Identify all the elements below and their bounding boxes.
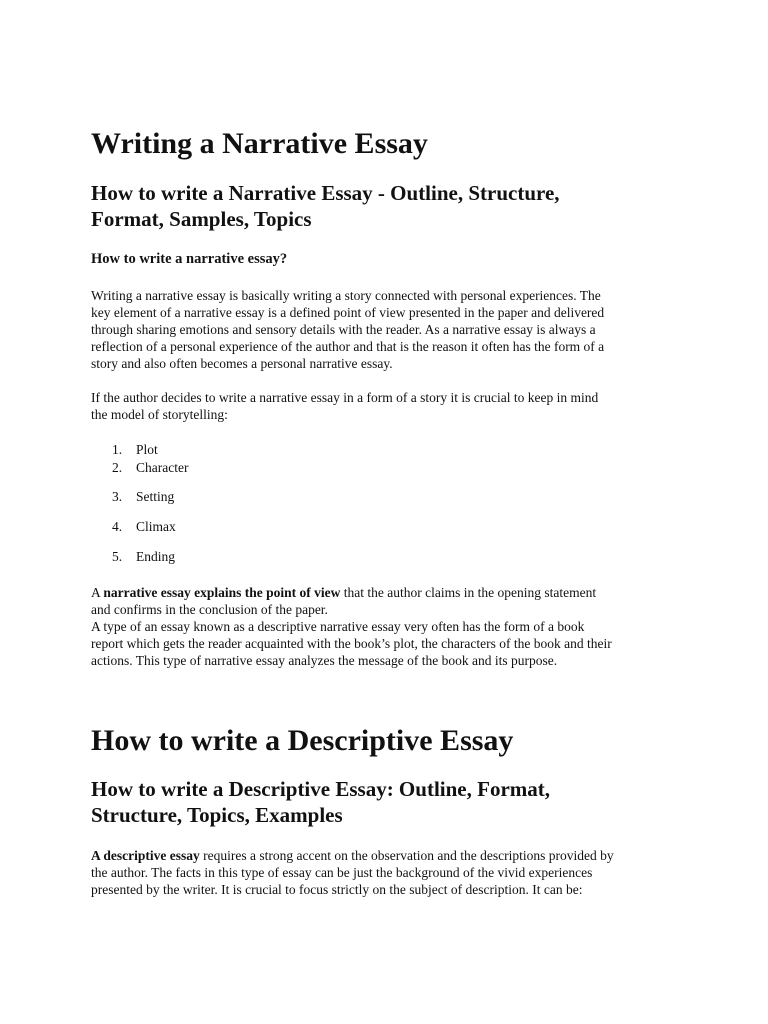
list-number: 3.: [112, 489, 123, 504]
paragraph-intro: [91, 287, 681, 372]
list-text: Ending: [136, 549, 175, 564]
text-line: through sharing emotions and sensory details with the reader. As a narrative essay is always a: [91, 322, 596, 337]
list-number: 2.: [112, 460, 123, 475]
text-line: presented by the writer. It is crucial to focus strictly on the subject of description. It can be:: [91, 882, 583, 897]
subtitle-line: Structure, Topics, Examples: [91, 803, 343, 827]
list-item: [112, 548, 175, 565]
list-text: Character: [136, 460, 189, 475]
list-number: 5.: [112, 549, 123, 564]
paragraph-storytelling: [91, 389, 681, 423]
question-heading: How to write a narrative essay?: [91, 251, 288, 267]
list-item: [112, 488, 174, 505]
text-line: [91, 847, 681, 864]
paragraph-point-of-view: [91, 584, 681, 669]
text-line: report which gets the reader acquainted with the book’s plot, the characters of the book and their: [91, 636, 612, 651]
list-text: Plot: [136, 442, 158, 457]
list-item: [112, 518, 176, 535]
text-plain: that the author claims in the opening statement: [340, 585, 597, 600]
text-line: key element of a narrative essay is a defined point of view presented in the paper and delivered: [91, 305, 605, 320]
list-number: 1.: [112, 442, 123, 457]
text-line: story and also often becomes a personal narrative essay.: [91, 356, 393, 371]
section-subtitle-descriptive: [91, 776, 550, 828]
text-line: [91, 584, 681, 601]
text-line: reflection of a personal experience of the author and that is the reason it often has the form of a: [91, 339, 605, 354]
subtitle-line: How to write a Narrative Essay - Outline, Structure,: [91, 181, 560, 205]
list-text: Climax: [136, 519, 176, 534]
section-subtitle-narrative: [91, 180, 560, 232]
text-line: A type of an essay known as a descriptive narrative essay very often has the form of a book: [91, 619, 585, 634]
list-text: Setting: [136, 489, 175, 504]
text-line: the model of storytelling:: [91, 407, 228, 422]
text-line: If the author decides to write a narrative essay in a form of a story it is crucial to keep in mind: [91, 390, 599, 405]
list-item: [112, 459, 188, 476]
list-number: 4.: [112, 519, 123, 534]
list-item: [112, 441, 158, 458]
text-line: actions. This type of narrative essay analyzes the message of the book and its purpose.: [91, 653, 558, 668]
bold-phrase: narrative essay explains the point of view: [103, 585, 341, 600]
subtitle-line: Format, Samples, Topics: [91, 207, 312, 231]
text-line: and confirms in the conclusion of the paper.: [91, 602, 328, 617]
text-plain: A: [91, 585, 104, 600]
section-title-descriptive: How to write a Descriptive Essay: [91, 724, 514, 757]
paragraph-descriptive: [91, 847, 681, 898]
subtitle-line: How to write a Descriptive Essay: Outline, Format,: [91, 777, 550, 801]
text-line: Writing a narrative essay is basically writing a story connected with personal experiences. The: [91, 288, 601, 303]
section-title-narrative: Writing a Narrative Essay: [91, 127, 428, 160]
text-plain: requires a strong accent on the observation and the descriptions provided by: [199, 848, 614, 863]
text-line: the author. The facts in this type of essay can be just the background of the vivid experiences: [91, 865, 593, 880]
bold-phrase: A descriptive essay: [91, 848, 200, 863]
